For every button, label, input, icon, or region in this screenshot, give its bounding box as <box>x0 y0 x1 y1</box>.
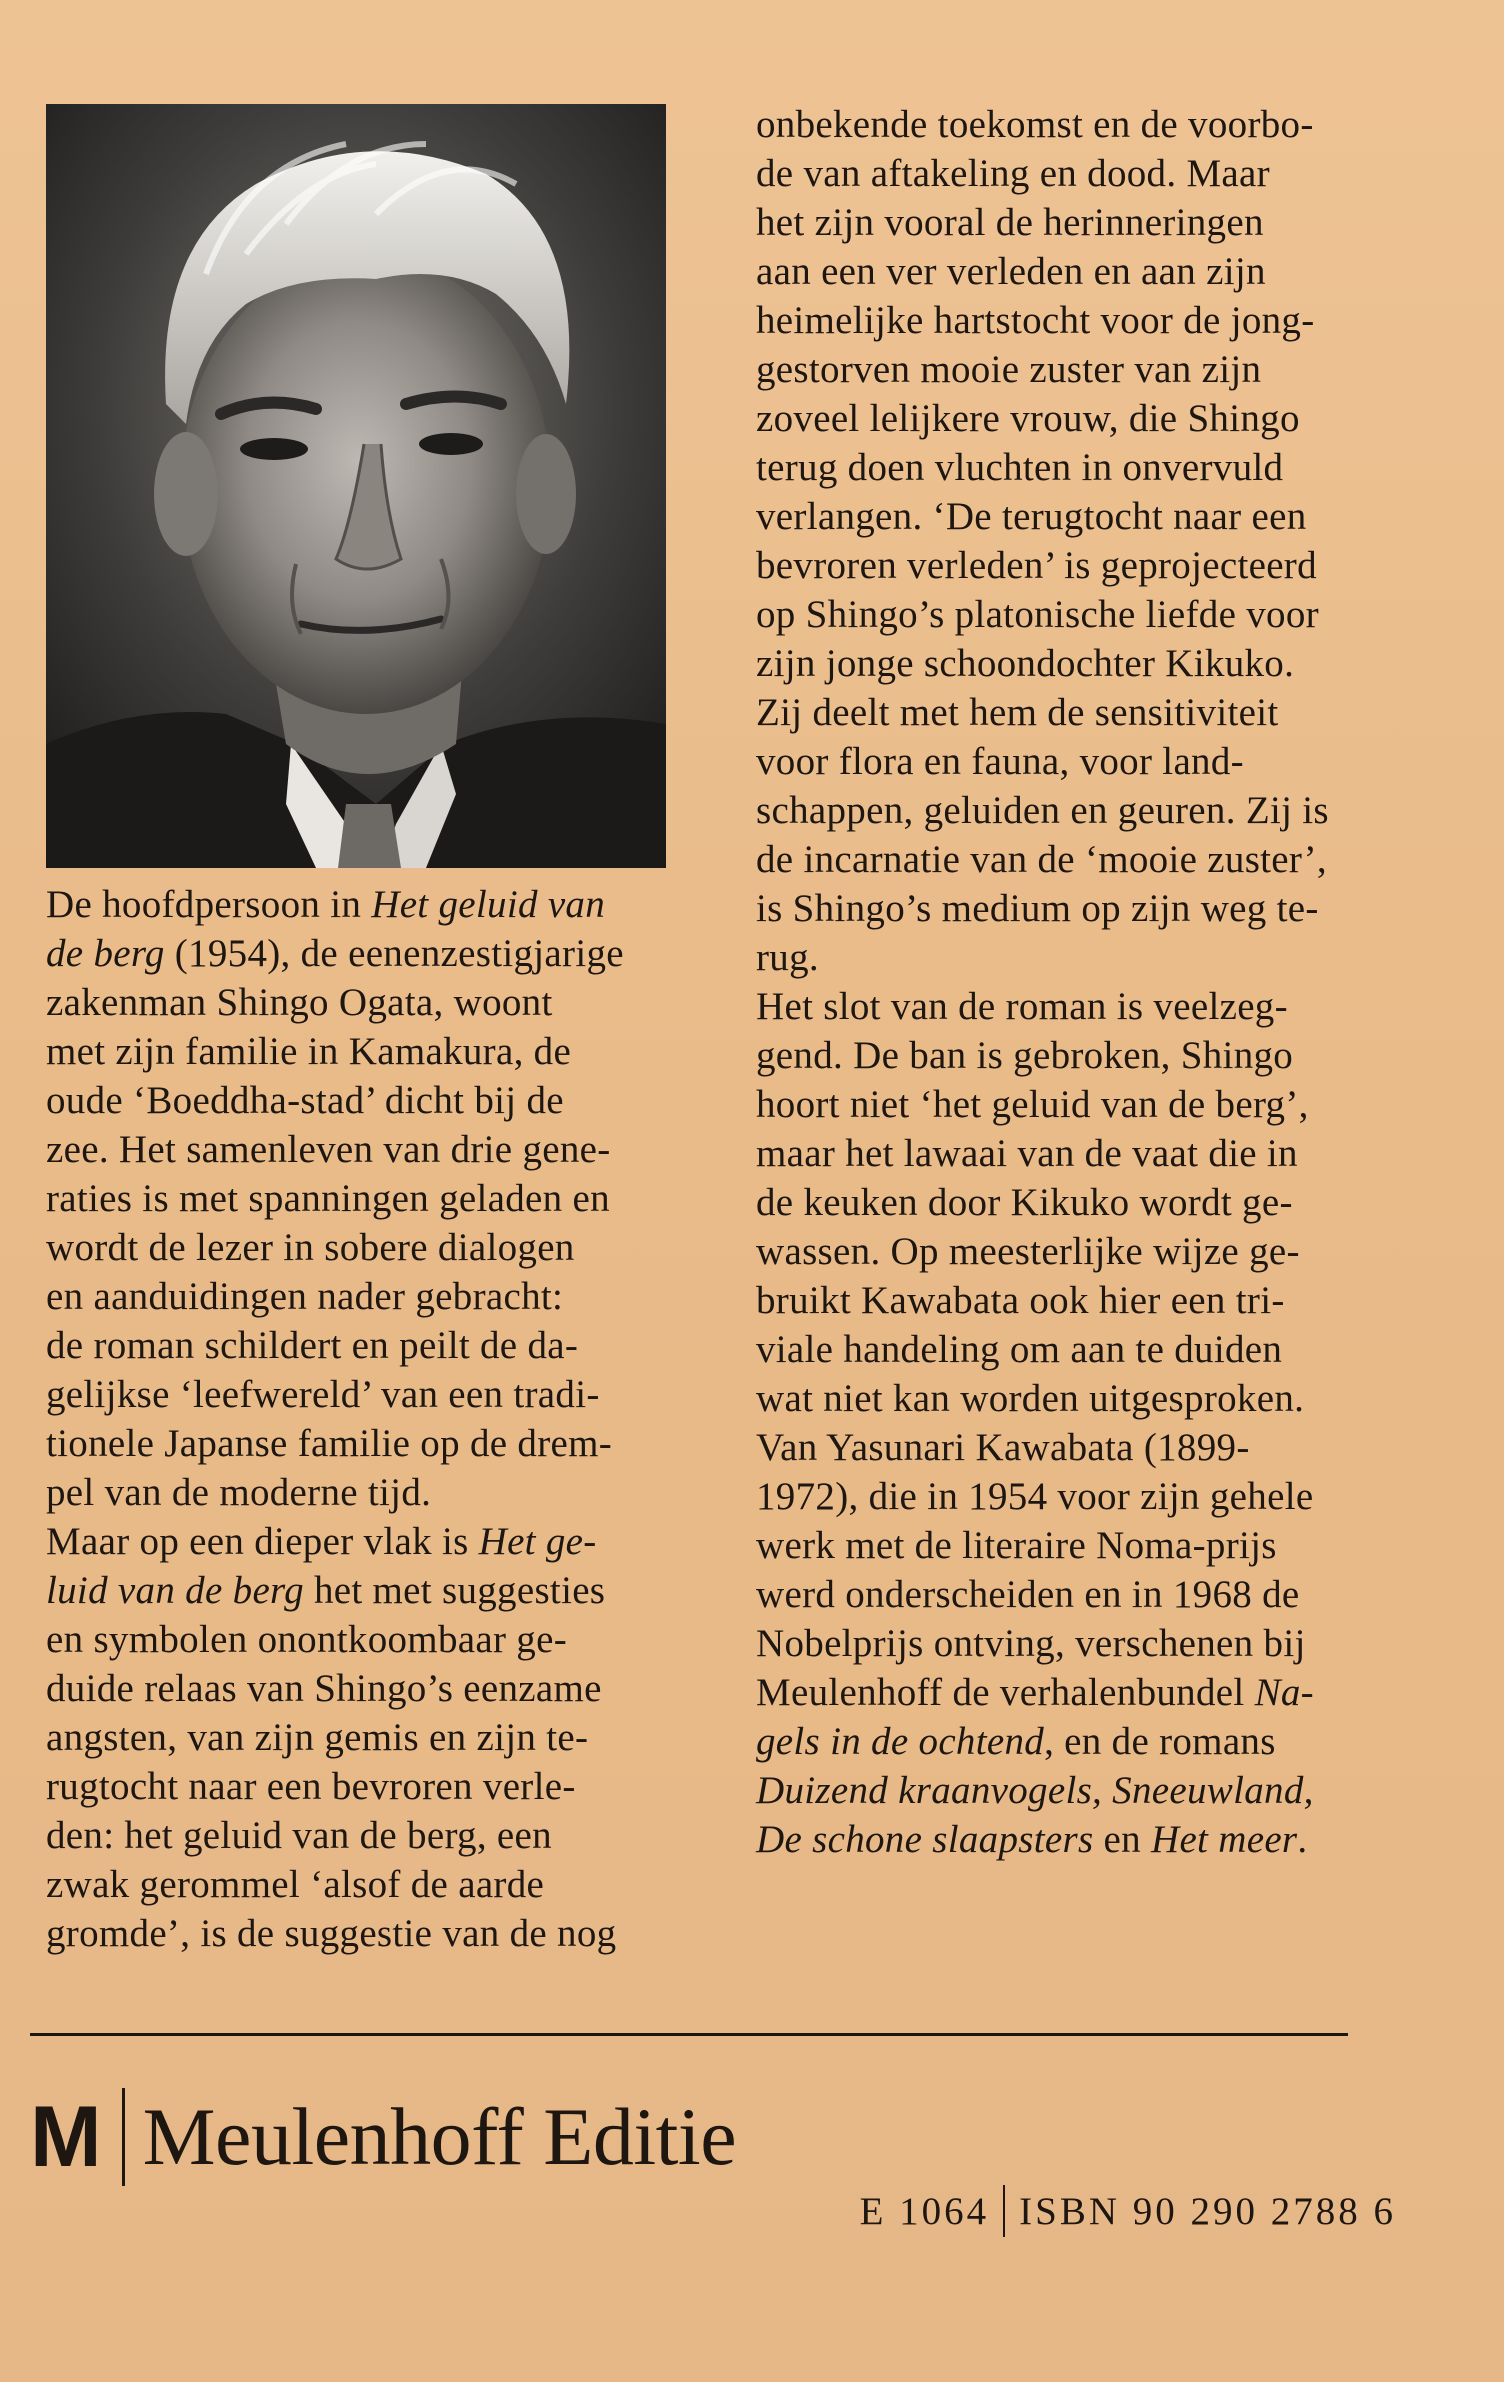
text-line <box>46 1321 688 1370</box>
italic-title-text: Duizend kraanvogels, Sneeuwland, <box>756 1769 1314 1812</box>
body-text: aan een ver verleden en aan zijn <box>756 250 1266 293</box>
text-line <box>46 978 688 1027</box>
divider-rule <box>30 2033 1348 2036</box>
book-codes <box>860 2185 1396 2237</box>
italic-title-text: Het geluid van <box>371 883 606 926</box>
text-line <box>756 1766 1416 1815</box>
text-line <box>756 835 1416 884</box>
text-line <box>46 1566 688 1615</box>
body-text: zee. Het samenleven van drie gene- <box>46 1128 611 1171</box>
edition-number: E 1064 <box>859 2189 990 2233</box>
text-line <box>756 1619 1416 1668</box>
text-line <box>756 1178 1416 1227</box>
body-text: gend. De ban is gebroken, Shingo <box>756 1034 1294 1077</box>
text-line <box>756 296 1416 345</box>
text-line <box>756 1374 1416 1423</box>
text-line <box>46 1419 688 1468</box>
text-line <box>756 982 1416 1031</box>
text-line <box>46 929 688 978</box>
text-paragraph <box>46 1517 688 1958</box>
body-text: voor flora en fauna, voor land- <box>756 740 1244 783</box>
text-line <box>46 1664 688 1713</box>
text-line <box>46 1811 688 1860</box>
body-text: en aanduidingen nader gebracht: <box>46 1275 564 1318</box>
body-text: de roman schildert en peilt de da- <box>46 1324 579 1367</box>
text-line <box>756 590 1416 639</box>
text-line <box>46 1517 688 1566</box>
body-text: duide relaas van Shingo’s eenzame <box>46 1667 602 1710</box>
body-text: Van Yasunari Kawabata (1899- <box>756 1426 1250 1469</box>
text-line <box>756 933 1416 982</box>
text-line <box>756 786 1416 835</box>
isbn-number: ISBN 90 290 2788 6 <box>1019 2189 1396 2233</box>
text-line <box>756 345 1416 394</box>
body-text: werd onderscheiden en in 1968 de <box>756 1573 1300 1616</box>
text-paragraph <box>756 982 1416 1423</box>
text-line <box>756 1276 1416 1325</box>
body-text: maar het lawaai van de vaat die in <box>756 1132 1298 1175</box>
imprint-separator <box>122 2088 125 2186</box>
body-text: Zij deelt met hem de sensitiviteit <box>756 691 1279 734</box>
text-line <box>756 1031 1416 1080</box>
body-text: raties is met spanningen geladen en <box>46 1177 610 1220</box>
text-line <box>756 443 1416 492</box>
text-line <box>756 1129 1416 1178</box>
italic-title-text: Het ge- <box>478 1520 597 1563</box>
body-text: terug doen vluchten in onvervuld <box>756 446 1284 489</box>
body-text: de keuken door Kikuko wordt ge- <box>756 1181 1293 1224</box>
text-line <box>756 1570 1416 1619</box>
text-line <box>756 1668 1416 1717</box>
author-portrait-photo <box>46 104 666 868</box>
text-line <box>756 100 1416 149</box>
body-text: met zijn familie in Kamakura, de <box>46 1030 572 1073</box>
text-line <box>46 1615 688 1664</box>
body-text: hoort niet ‘het geluid van de berg’, <box>756 1083 1309 1126</box>
body-text: Nobelprijs ontving, verschenen bij <box>756 1622 1306 1665</box>
text-line <box>756 541 1416 590</box>
text-line <box>46 1370 688 1419</box>
body-text: den: het geluid van de berg, een <box>46 1814 552 1857</box>
body-text: de van aftakeling en dood. Maar <box>756 152 1270 195</box>
body-text: bevroren verleden’ is geprojecteerd <box>756 544 1317 587</box>
body-text: rugtocht naar een bevroren verle- <box>46 1765 576 1808</box>
body-text: is Shingo’s medium op zijn weg te- <box>756 887 1319 930</box>
body-text: (1954), de eenenzestigjarige <box>164 932 624 975</box>
text-line <box>756 247 1416 296</box>
portrait-icon <box>46 104 666 868</box>
text-line <box>46 1076 688 1125</box>
body-text: . <box>1297 1818 1308 1861</box>
series-name: Meulenhoff Editie <box>142 2091 737 2182</box>
left-text-column <box>46 880 688 1958</box>
body-text: 1972), die in 1954 voor zijn gehele <box>756 1475 1314 1518</box>
body-text: wassen. Op meesterlijke wijze ge- <box>756 1230 1300 1273</box>
body-text: angsten, van zijn gemis en zijn te- <box>46 1716 589 1759</box>
text-line <box>46 1174 688 1223</box>
text-line <box>756 1815 1416 1864</box>
text-line <box>756 394 1416 443</box>
text-line <box>46 1909 688 1958</box>
body-text: en symbolen onontkoombaar ge- <box>46 1618 567 1661</box>
body-text: schappen, geluiden en geuren. Zij is <box>756 789 1329 832</box>
text-line <box>46 880 688 929</box>
italic-title-text: Na- <box>1254 1671 1314 1714</box>
body-text: wat niet kan worden uitgesproken. <box>756 1377 1305 1420</box>
text-line <box>756 1227 1416 1276</box>
body-text: viale handeling om aan te duiden <box>756 1328 1283 1371</box>
body-text: onbekende toekomst en de voorbo- <box>756 103 1314 146</box>
body-text: , en de romans <box>1044 1720 1276 1763</box>
body-text: tionele Japanse familie op de drem- <box>46 1422 613 1465</box>
body-text: zwak gerommel ‘alsof de aarde <box>46 1863 545 1906</box>
text-line <box>756 1080 1416 1129</box>
text-line <box>46 1762 688 1811</box>
text-line <box>46 1468 688 1517</box>
publisher-imprint <box>30 2082 736 2192</box>
body-text: verlangen. ‘De terugtocht naar een <box>756 495 1307 538</box>
body-text: Meulenhoff de verhalenbundel <box>756 1671 1255 1714</box>
body-text: op Shingo’s platonische liefde voor <box>756 593 1319 636</box>
body-text: oude ‘Boeddha-stad’ dicht bij de <box>46 1079 564 1122</box>
text-line <box>756 688 1416 737</box>
italic-title-text: de berg <box>46 932 165 975</box>
body-text: zakenman Shingo Ogata, woont <box>46 981 553 1024</box>
text-paragraph <box>46 880 688 1517</box>
text-paragraph <box>756 100 1416 982</box>
body-text: Maar op een dieper vlak is <box>46 1520 479 1563</box>
text-line <box>756 1717 1416 1766</box>
italic-title-text: gels in de ochtend <box>756 1720 1045 1763</box>
text-line <box>756 492 1416 541</box>
body-text: De hoofdpersoon in <box>46 883 372 926</box>
text-line <box>756 198 1416 247</box>
body-text: gestorven mooie zuster van zijn <box>756 348 1262 391</box>
body-text: gromde’, is de suggestie van de nog <box>46 1912 617 1955</box>
body-text: Het slot van de roman is veelzeg- <box>756 985 1288 1028</box>
body-text: zijn jonge schoondochter Kikuko. <box>756 642 1295 685</box>
italic-title-text: luid van de berg <box>46 1569 304 1612</box>
body-text: rug. <box>756 936 819 979</box>
body-text: bruikt Kawabata ook hier een tri- <box>756 1279 1285 1322</box>
italic-title-text: De schone slaapsters <box>756 1818 1094 1861</box>
text-paragraph <box>756 1423 1416 1864</box>
body-text: werk met de literaire Noma-prijs <box>756 1524 1277 1567</box>
codes-separator <box>1003 2185 1005 2237</box>
body-text: wordt de lezer in sobere dialogen <box>46 1226 575 1269</box>
body-text: de incarnatie van de ‘mooie zuster’, <box>756 838 1327 881</box>
text-line <box>46 1713 688 1762</box>
publisher-logo: M <box>30 2089 102 2185</box>
text-line <box>46 1272 688 1321</box>
text-line <box>46 1027 688 1076</box>
text-line <box>756 1423 1416 1472</box>
body-text: zoveel lelijkere vrouw, die Shingo <box>756 397 1300 440</box>
text-line <box>46 1125 688 1174</box>
text-line <box>756 1325 1416 1374</box>
text-line <box>756 1521 1416 1570</box>
italic-title-text: Het meer <box>1150 1818 1298 1861</box>
body-text: pel van de moderne tijd. <box>46 1471 432 1514</box>
text-line <box>46 1223 688 1272</box>
body-text: het met suggesties <box>303 1569 606 1612</box>
text-line <box>756 1472 1416 1521</box>
text-line <box>756 737 1416 786</box>
body-text: het zijn vooral de herinneringen <box>756 201 1264 244</box>
body-text: heimelijke hartstocht voor de jong- <box>756 299 1315 342</box>
text-line <box>756 149 1416 198</box>
body-text: gelijkse ‘leefwereld’ van een tradi- <box>46 1373 600 1416</box>
right-text-column <box>756 100 1416 1864</box>
text-line <box>46 1860 688 1909</box>
body-text: en <box>1093 1818 1151 1861</box>
text-line <box>756 884 1416 933</box>
text-line <box>756 639 1416 688</box>
